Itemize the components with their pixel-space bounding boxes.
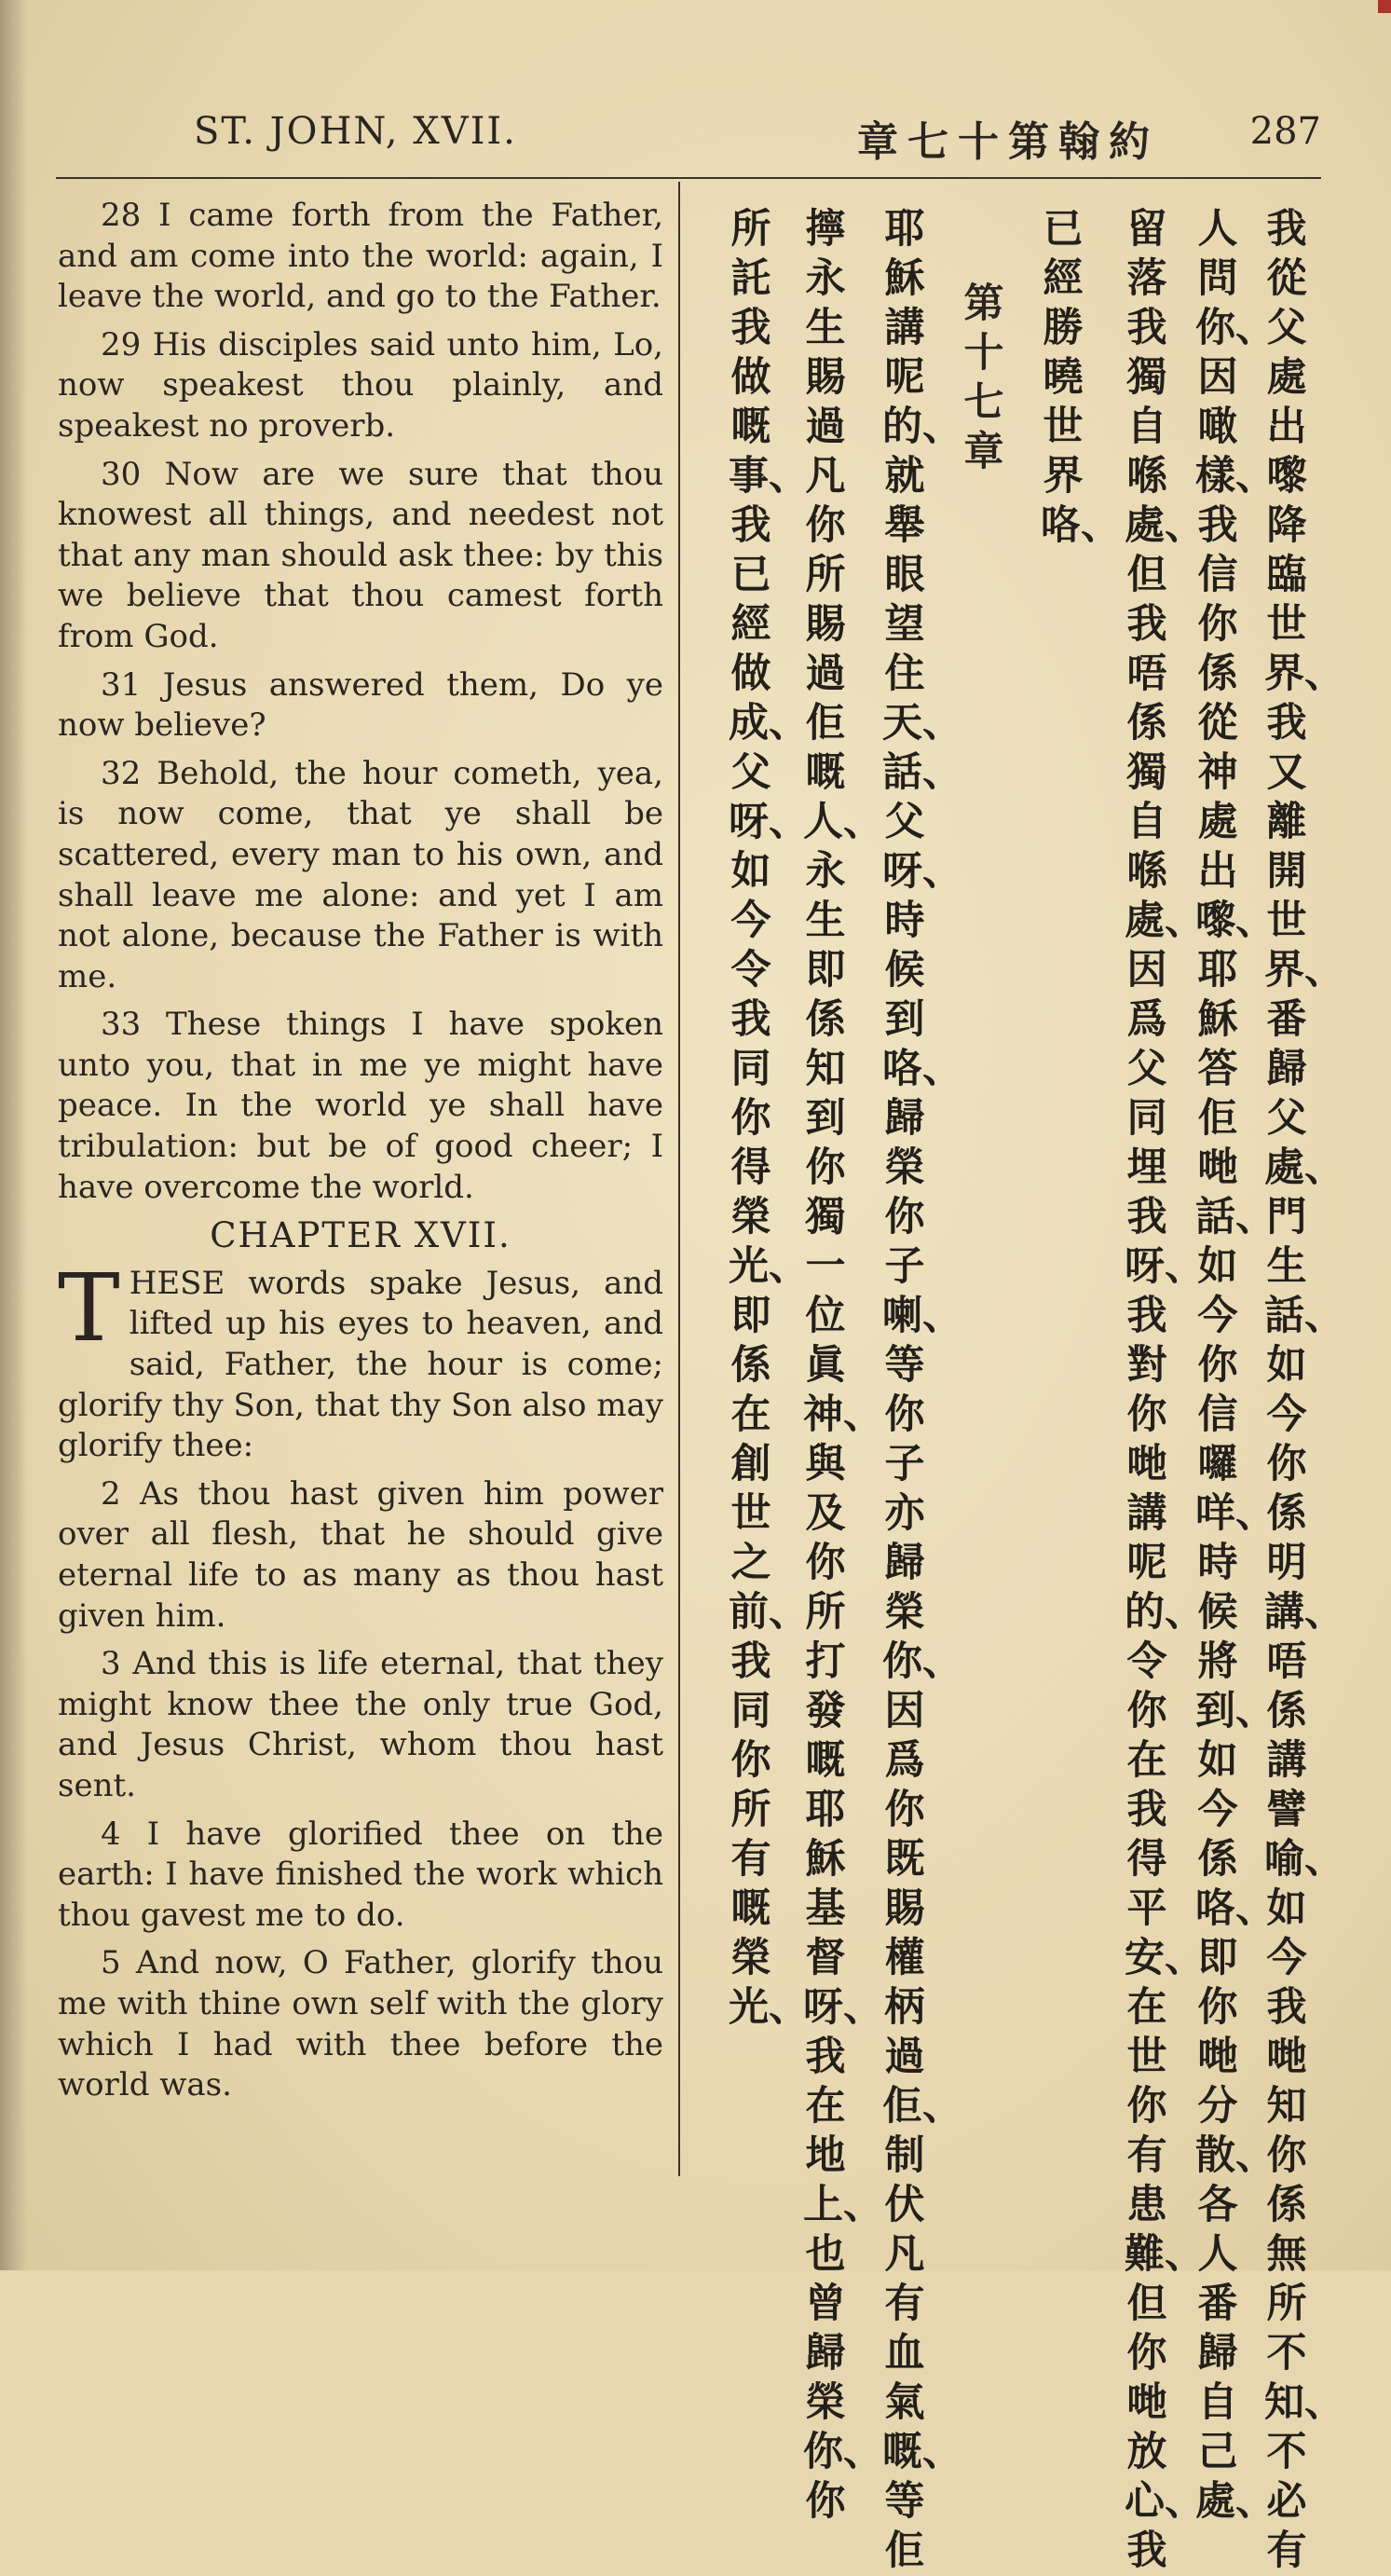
chinese-column-2: 人問你、因噉樣、我信你係從 神處出嚟、耶穌答佢哋話、如今你信囉咩、時候將到、如今係咯、即你哋分散、各人番歸自己處、 bbox=[1195, 206, 1278, 2525]
chinese-chapter-heading: 第十七章 bbox=[963, 281, 1004, 475]
verse-29: 29 His disciples said unto him, Lo, now speakest thou plainly, and speakest no proverb. bbox=[58, 325, 663, 445]
chapter-heading: CHAPTER XVII. bbox=[210, 1215, 511, 1256]
column-divider bbox=[678, 182, 680, 2176]
drop-cap: T bbox=[58, 1253, 120, 1363]
binding-shadow bbox=[0, 0, 28, 2270]
chinese-column-3: 留落我獨自喺處、但我唔係獨自喺處、因爲父同埋我呀、我對你哋講呢的、令你在我得平安、在世你有患難、但你哋放心、我 bbox=[1125, 206, 1205, 2574]
running-head-chinese: 章七十第翰約 bbox=[857, 118, 1159, 166]
chinese-column-6: 擰永生賜過凡你所賜過佢嘅人、永生即係知到你獨一位眞 神、與及你所打發嘅耶穌基督呀、我在地上、也曾歸榮你、你 bbox=[803, 206, 886, 2525]
chinese-column-5: 耶穌講呢的、就舉眼望住天、話、父呀、時候到咯、歸榮你子喇、等你子亦歸榮你、因爲你既賜權柄過佢、制伏凡有血氣嘅、等佢 bbox=[882, 206, 962, 2574]
running-head-english: ST. JOHN, XVII. bbox=[194, 110, 517, 153]
page-number: 287 bbox=[1249, 110, 1321, 153]
header-rule bbox=[56, 177, 1321, 179]
chapter-verse-3: 3 And this is life eternal, that they might know thee the only true God, and Jesus Christ, whom thou hast sent. bbox=[58, 1645, 663, 1804]
chinese-column-1: 我從父處出嚟降臨世界、我又離開世界、番歸父處、門生話、如今你係明講、唔係講譬喻、如今我哋知你係無所不知、不必有 bbox=[1264, 206, 1344, 2574]
running-head bbox=[56, 104, 1321, 170]
chinese-column-4: 已經勝曉世界咯、 bbox=[1041, 206, 1121, 549]
verse-1-text: HESE words spake Jesus, and lifted up his eyes to heaven, and said, Father, the hour is come; glorify thy Son, that thy Son also may glorify thee: bbox=[58, 1264, 663, 1465]
chinese-column-7: 所託我做嘅事、我已經做成、父呀、如今令我同你得榮光、即係在創世之前、我同你所有嘅榮光、 bbox=[729, 206, 809, 2031]
verse-28: 28 I came forth from the Father, and am come into the world: again, I leave the world, and go to the Father. bbox=[58, 197, 663, 316]
chapter-verse-4: 4 I have glorified thee on the earth: I have finished the work which thou gavest me to do. bbox=[58, 1815, 663, 1934]
chapter-verse-1 bbox=[58, 1253, 663, 1467]
corner-mark bbox=[1378, 0, 1391, 13]
verse-33: 33 These things I have spoken unto you, that in me ye might have peace. In the world ye shall have tribulation: but be of good cheer; I have overcome the world. bbox=[58, 1006, 663, 1206]
verse-30: 30 Now are we sure that thou knowest all things, and needest not that any man should ask thee: by this we believe that thou camest forth from God. bbox=[58, 455, 663, 655]
chapter-verse-5: 5 And now, O Father, glorify thou me with thine own self with the glory which I had with thee before the world was. bbox=[58, 1944, 663, 2104]
english-column bbox=[58, 196, 663, 2114]
verse-31: 31 Jesus answered them, Do ye now believe? bbox=[58, 665, 663, 745]
verse-32: 32 Behold, the hour cometh, yea, is now come, that ye shall be scattered, every man to his own, and shall leave me alone: and yet I am not alone, because the Father is with me. bbox=[58, 754, 663, 995]
chapter-verse-2: 2 As thou hast given him power over all flesh, that he should give eternal life to as many as thou hast given him. bbox=[58, 1474, 663, 1635]
